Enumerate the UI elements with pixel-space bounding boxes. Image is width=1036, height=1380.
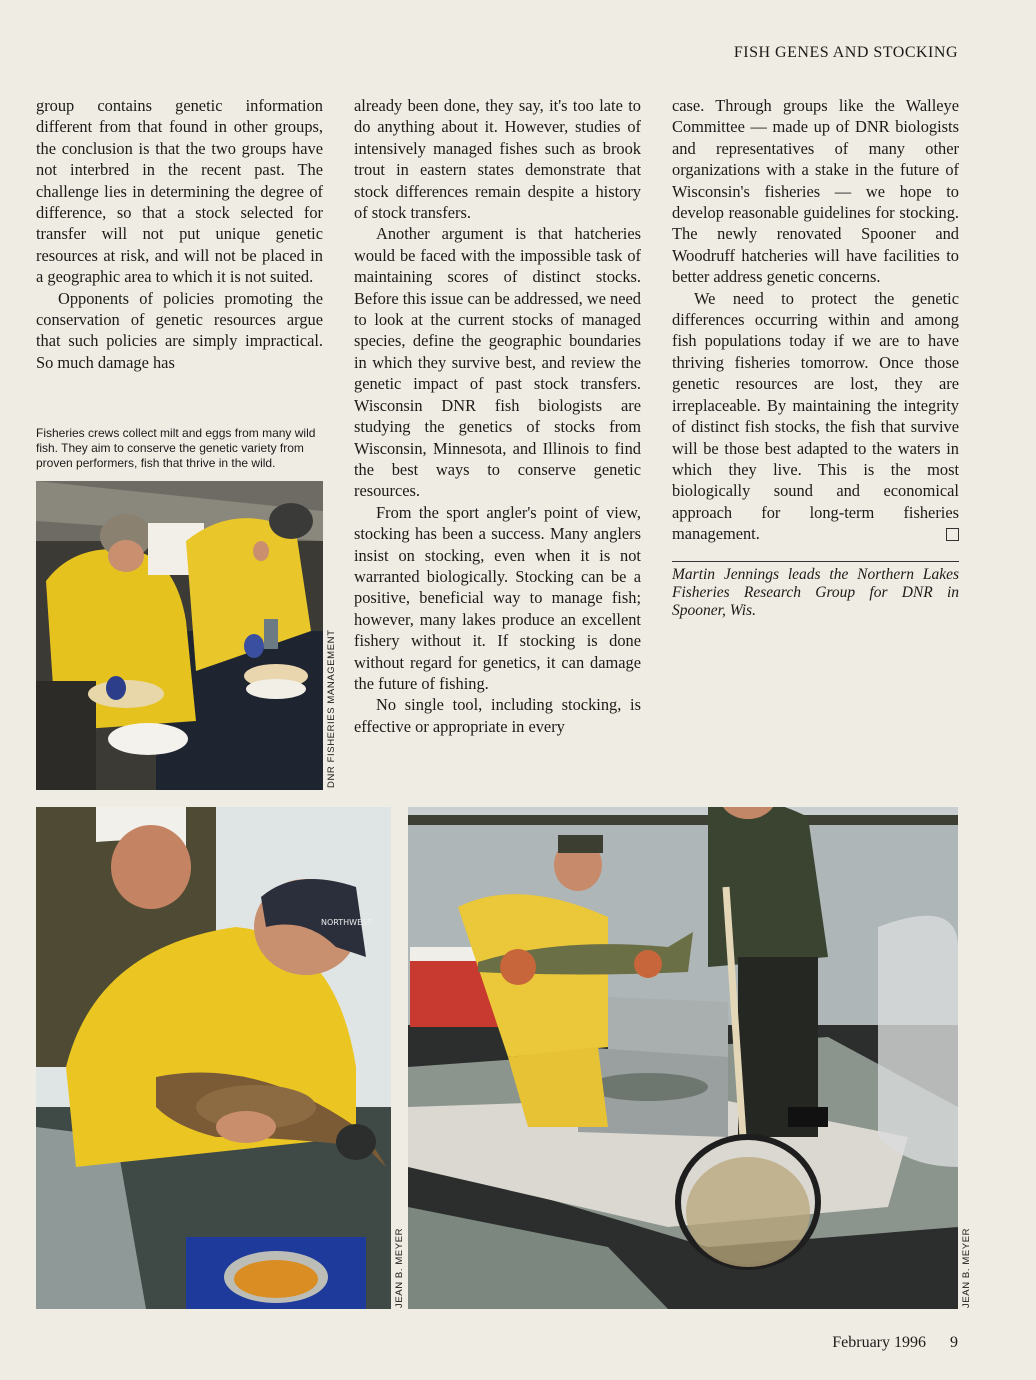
photo-caption: Fisheries crews collect milt and eggs from many wild fish. They aim to conserve the genetic variety from proven performers, fish that thrive in the wild. xyxy=(36,426,316,470)
text-column-2 xyxy=(354,95,641,737)
author-byline: Martin Jennings leads the Northern Lakes Fisheries Research Group for DNR in Spooner, Wis. xyxy=(672,565,959,619)
page-footer xyxy=(808,1334,958,1352)
paragraph: From the sport angler's point of view, stocking has been a success. Many anglers insist on stocking, even when it is not warranted biologically. Stocking can be a positive, beneficial way to manage fish; however, many lakes produce an excellent fishery without it. If stocking is done without regard for genetics, it can damage the future of fishing. xyxy=(354,502,641,693)
photo-man-holding-fish xyxy=(36,807,391,1309)
section-header: FISH GENES AND STOCKING xyxy=(733,44,958,61)
issue-date: February 1996 xyxy=(832,1334,926,1351)
paragraph: No single tool, including stocking, is effective or appropriate in every xyxy=(354,695,641,736)
page-number: 9 xyxy=(950,1334,958,1351)
paragraph: group contains genetic information different from that found in other groups, the conclusion is that the two groups have not interbred in the recent past. The challenge lies in determining the degree of difference, so that a stock selected for transfer will not put unique genetic resources at risk, and will not be placed in a geographic area to which it is not suited. xyxy=(36,96,323,287)
photo-credit: JEAN B. MEYER xyxy=(394,1227,405,1308)
end-mark-icon xyxy=(946,528,959,541)
paragraph: Another argument is that hatcheries would be faced with the impossible task of maintaining scores of distinct stocks. Before this issue can be addressed, we need to look at the current stocks of managed species, define the geographic boundaries in which they survive best, and review the genetic impact of past stock transfers. Wisconsin DNR fish biologists are studying the genetics of stocks from Wisconsin, Minnesota, and Illinois to find the best ways to conserve genetic resources. xyxy=(354,224,641,501)
photo-credit: DNR FISHERIES MANAGEMENT xyxy=(326,629,337,788)
photo-credit: JEAN B. MEYER xyxy=(961,1227,972,1308)
text-column-3 xyxy=(672,95,959,620)
paragraph: Opponents of policies promoting the conservation of genetic resources argue that such policies are simply impractical. So much damage has xyxy=(36,288,323,372)
photo-boat-pike-net xyxy=(408,807,958,1309)
byline-rule xyxy=(672,561,959,620)
paragraph: already been done, they say, it's too late to do anything about it. However, studies of intensively managed fishes such as brook trout in eastern states demonstrate that stock differences remain despite a history of stock transfers. xyxy=(354,96,641,223)
paragraph-text: We need to protect the genetic differences occurring within and among fish populations today if we are to have thriving fisheries tomorrow. Once those genetic resources are lost, they are irreplaceable. By maintaining the integrity of distinct fish stocks, the fish that survive will be those best adapted to the waters in which they live. This is the most biologically sound and economical approach for long-term fisheries management. xyxy=(672,288,959,544)
paragraph xyxy=(672,288,959,545)
photo-crew-collecting-eggs xyxy=(36,481,323,790)
cap-logo: NORTHWEST xyxy=(321,918,373,927)
text-column-1 xyxy=(36,95,323,373)
paragraph: case. Through groups like the Walleye Committee — made up of DNR biologists and representatives of many other organizations with a stake in the future of Wisconsin's fisheries — we hope to develop reasonable guidelines for stocking. The newly renovated Spooner and Woodruff hatcheries will have facilities to better address genetic concerns. xyxy=(672,96,959,287)
